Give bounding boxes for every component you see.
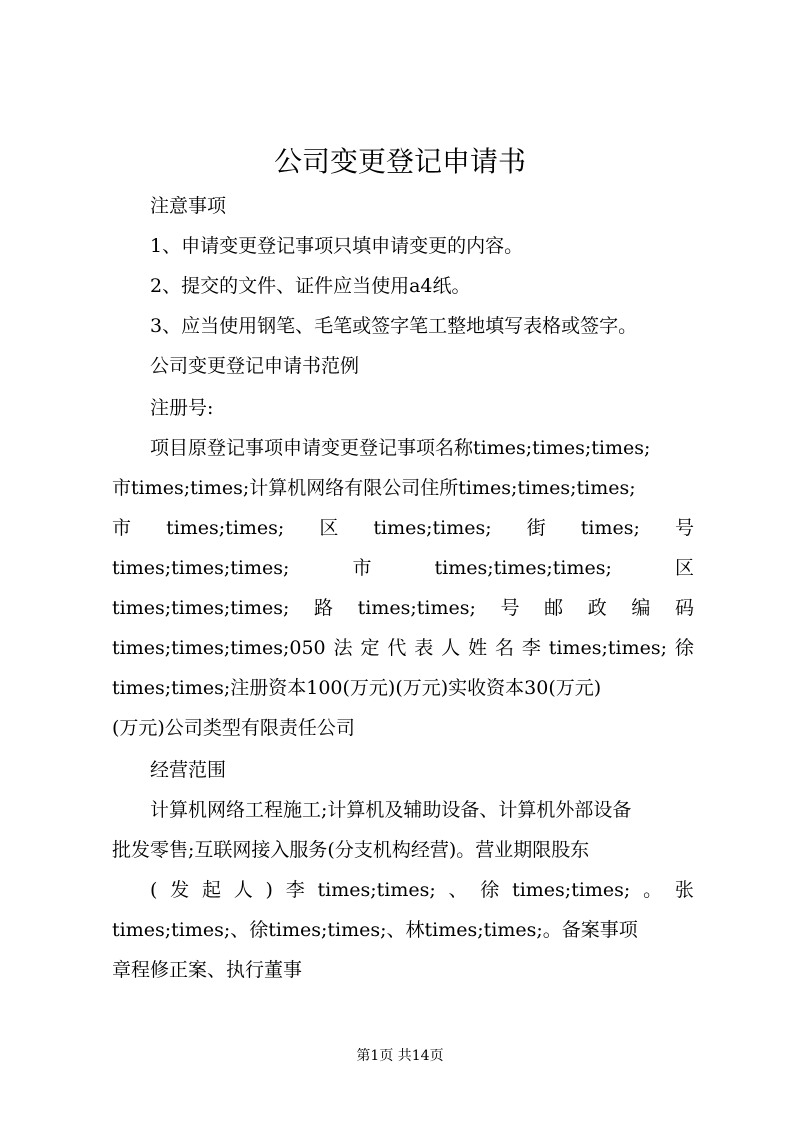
paragraph-line-justified bbox=[112, 554, 694, 582]
paragraph-line: 计算机网络工程施工;计算机及辅助设备、计算机外部设备 bbox=[150, 799, 632, 821]
word: 号 bbox=[500, 597, 520, 619]
paragraph-line: 市times;times;计算机网络有限公司住所times;times;times; bbox=[112, 477, 636, 499]
word: 码 bbox=[674, 597, 694, 619]
paragraph-line: 章程修正案、执行董事 bbox=[112, 959, 303, 981]
word: 人 bbox=[441, 637, 461, 659]
word: 李 bbox=[285, 879, 305, 901]
notice-item-2: 2、提交的文件、证件应当使用a4纸。 bbox=[150, 275, 471, 297]
word: ( bbox=[150, 879, 158, 901]
word: 定 bbox=[360, 637, 380, 659]
registration-number-label: 注册号: bbox=[150, 397, 214, 419]
word: 表 bbox=[414, 637, 434, 659]
word: 区 bbox=[674, 557, 694, 579]
paragraph-line-justified bbox=[150, 876, 694, 904]
word: 号 bbox=[674, 517, 694, 539]
word: times;times; bbox=[166, 517, 285, 539]
word: 、 bbox=[448, 879, 468, 901]
page-footer: 第1页 共14页 bbox=[356, 1048, 444, 1064]
word: times;times; bbox=[512, 879, 631, 901]
word: 代 bbox=[387, 637, 407, 659]
word: times;times; bbox=[317, 879, 436, 901]
word: 发 bbox=[170, 879, 190, 901]
word: times;times;times; bbox=[112, 597, 290, 619]
word: 李 bbox=[521, 637, 541, 659]
word: 市 bbox=[112, 517, 132, 539]
example-heading: 公司变更登记申请书范例 bbox=[150, 355, 360, 377]
paragraph-line: 批发零售;互联网接入服务(分支机构经营)。营业期限股东 bbox=[112, 839, 590, 861]
word: times;times;times; bbox=[434, 557, 612, 579]
word: 编 bbox=[631, 597, 651, 619]
paragraph-line: 项目原登记事项申请变更登记事项名称times;times;times; bbox=[150, 437, 651, 459]
notice-heading: 注意事项 bbox=[150, 195, 227, 217]
word: 政 bbox=[587, 597, 607, 619]
word: 人 bbox=[233, 879, 253, 901]
paragraph-line: (万元)公司类型有限责任公司 bbox=[112, 717, 355, 739]
word: times;times;注册资本100(万元)(万元)实收资本30(万元) bbox=[112, 677, 602, 699]
word: times; bbox=[580, 517, 640, 539]
word: 。 bbox=[643, 879, 663, 901]
word: 徐 bbox=[480, 879, 500, 901]
word: 法 bbox=[333, 637, 353, 659]
word: times;times; bbox=[357, 597, 476, 619]
word: 区 bbox=[319, 517, 339, 539]
paragraph-line-justified bbox=[112, 634, 694, 662]
word: times;times; bbox=[373, 517, 492, 539]
word: 徐 bbox=[674, 637, 694, 659]
word: times;times;times; bbox=[112, 557, 290, 579]
word: 姓 bbox=[468, 637, 488, 659]
word: 邮 bbox=[544, 597, 564, 619]
notice-item-3: 3、应当使用钢笔、毛笔或签字笔工整地填写表格或签字。 bbox=[150, 315, 638, 337]
paragraph-line: times;times;、徐times;times;、林times;times;。备案事项 bbox=[112, 919, 638, 941]
notice-item-1: 1、申请变更登记事项只填申请变更的内容。 bbox=[150, 235, 524, 257]
word: ) bbox=[265, 879, 273, 901]
word: 路 bbox=[313, 597, 333, 619]
paragraph-line-justified bbox=[112, 514, 694, 542]
paragraph-line-justified bbox=[112, 594, 694, 622]
paragraph-line-justified bbox=[112, 674, 694, 702]
word: 起 bbox=[201, 879, 221, 901]
word: 街 bbox=[526, 517, 546, 539]
word: 张 bbox=[674, 879, 694, 901]
word: 市 bbox=[352, 557, 372, 579]
word: times;times; bbox=[548, 637, 668, 659]
document-title: 公司变更登记申请书 bbox=[273, 145, 526, 178]
word: 名 bbox=[494, 637, 514, 659]
word: times;times;times;050 bbox=[112, 637, 326, 659]
business-scope-heading: 经营范围 bbox=[150, 759, 227, 781]
